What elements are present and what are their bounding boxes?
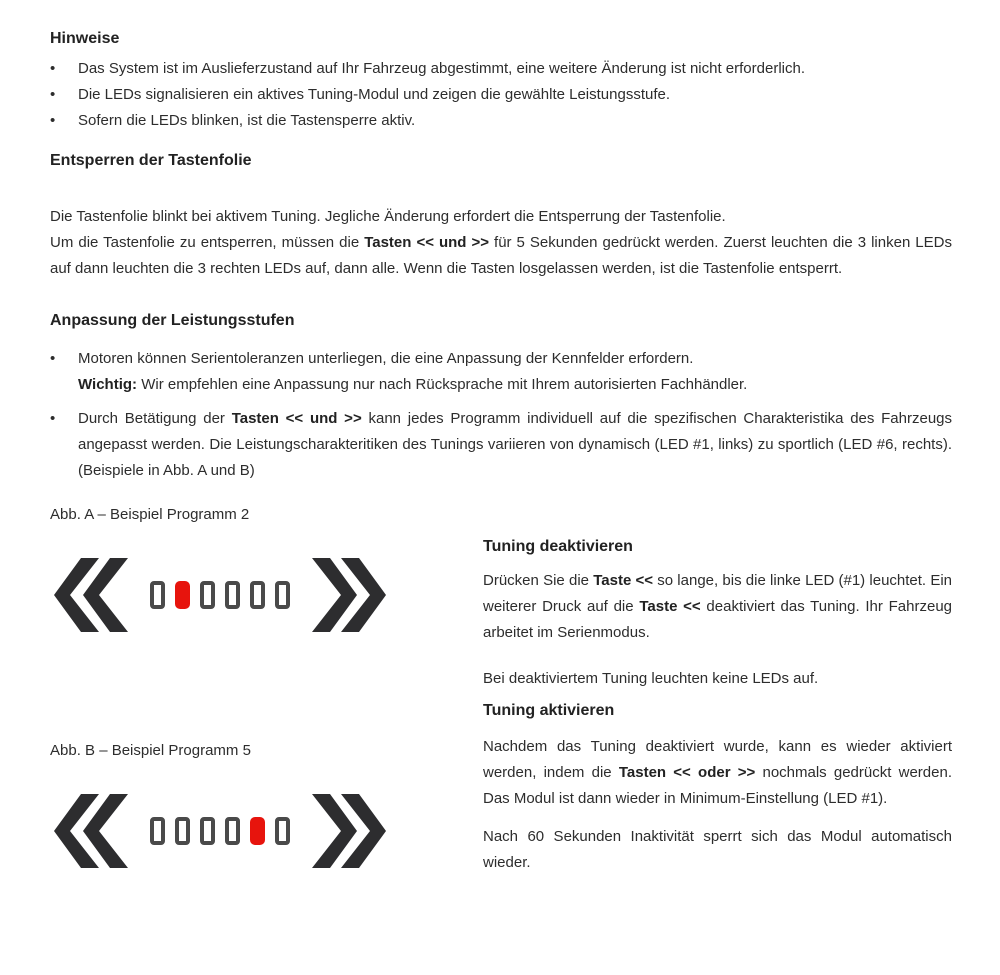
deaktivieren-paragraph-2: Bei deaktiviertem Tuning leuchten keine LEDs auf. <box>483 670 819 687</box>
text-segment: Motoren können Serientoleranzen unterliegen, die eine Anpassung der Kennfelder erfordern. <box>78 350 694 367</box>
led-box <box>200 817 215 845</box>
led-box <box>225 581 240 609</box>
hinweise-bullet-1: Das System ist im Auslieferzustand auf Ihr Fahrzeug abgestimmt, eine weitere Änderung ist nicht erforderlich. <box>78 60 805 77</box>
led-box <box>275 817 290 845</box>
hinweise-bullet-2: Die LEDs signalisieren ein aktives Tuning-Modul und zeigen die gewählte Leistungsstufe. <box>78 86 671 103</box>
bullet-marker: • <box>50 350 56 367</box>
text-segment: Die Tastenfolie blinkt bei aktivem Tuning. Jegliche Änderung erfordert die Entsperrung der Tastenfolie. <box>50 208 726 225</box>
deaktivieren-paragraph-1 <box>483 568 952 646</box>
anpassung-bullet-2 <box>78 406 952 484</box>
list-item <box>50 406 952 484</box>
led-box <box>150 817 165 845</box>
anpassung-heading: Anpassung der Leistungsstufen <box>50 312 295 329</box>
bullet-marker: • <box>50 112 56 129</box>
list-item <box>50 56 952 82</box>
anpassung-bullet-1 <box>78 346 952 398</box>
text-segment: nochmals gedrückt werden. Das Modul ist dann wieder in Minimum-Einstellung (LED #1). <box>483 764 952 807</box>
figures-and-instructions-zone <box>50 492 952 921</box>
hinweise-list <box>50 56 952 134</box>
led-box <box>250 581 265 609</box>
text-segment: so lange, bis die linke LED (#1) leuchtet. Ein weiterer Druck auf die <box>483 572 952 615</box>
hinweise-bullet-3: Sofern die LEDs blinken, ist die Tastensperre aktiv. <box>78 112 416 129</box>
figure-a-label: Abb. A – Beispiel Programm 2 <box>50 506 250 523</box>
double-chevron-left-icon <box>54 558 128 632</box>
entsperren-paragraph <box>50 204 952 282</box>
bold-tasten-label: Tasten << und >> <box>364 234 490 251</box>
bold-tasten-label: Tasten << oder >> <box>618 764 756 781</box>
double-chevron-right-icon <box>312 794 386 868</box>
led-box <box>275 581 290 609</box>
text-segment: Wir empfehlen eine Anpassung nur nach Rücksprache mit Ihrem autorisierten Fachhändler. <box>137 376 748 393</box>
led-box-active <box>250 817 265 845</box>
text-segment: deaktiviert das Tuning. Ihr Fahrzeug arbeitet im Serienmodus. <box>483 598 953 641</box>
aktivieren-paragraph-1 <box>483 734 952 812</box>
text-segment: Um die Tastenfolie zu entsperren, müssen die <box>50 234 365 251</box>
text-segment: für 5 Sekunden gedrückt werden. Zuerst leuchten die 3 linken LEDs auf dann leuchten die 3 rechten LEDs auf, dann alle. Wenn die Tasten losgelassen werden, ist die Tastenfolie entsperrt. <box>50 234 952 277</box>
list-item <box>50 108 952 134</box>
bullet-marker: • <box>50 86 56 103</box>
led-box <box>150 581 165 609</box>
bullet-marker: • <box>50 60 56 77</box>
bullet-marker: • <box>50 410 56 427</box>
aktivieren-heading: Tuning aktivieren <box>483 702 615 719</box>
led-box <box>175 817 190 845</box>
led-box <box>225 817 240 845</box>
figure-b-label: Abb. B – Beispiel Programm 5 <box>50 742 251 759</box>
led-strip <box>150 581 290 609</box>
bold-taste-label: Taste << <box>639 598 701 615</box>
double-chevron-left-icon <box>54 794 128 868</box>
led-box-active <box>175 581 190 609</box>
list-item <box>50 346 952 398</box>
instructions-column <box>483 536 952 876</box>
list-item <box>50 82 952 108</box>
aktivieren-paragraph-2: Nach 60 Sekunden Inaktivität sperrt sich das Modul automatisch wieder. <box>483 828 952 871</box>
entsperren-heading: Entsperren der Tastenfolie <box>50 152 252 169</box>
text-segment: kann jedes Programm individuell auf die spezifischen Charakteristika des Fahrzeugs angepasst werden. Die Leistungscharakteritiken des Tunings variieren von dynamisch (LED #1, links) zu sportlich (LED #6, rechts).(Beispiele in Abb. A und B) <box>78 410 953 479</box>
text-segment: Durch Betätigung der <box>78 410 232 427</box>
figure-b-led-display <box>54 794 386 868</box>
figure-a-led-display <box>54 558 386 632</box>
text-segment: Nachdem das Tuning deaktiviert wurde, kann es wieder aktiviert werden, indem die <box>483 738 952 781</box>
hinweise-heading: Hinweise <box>50 30 120 47</box>
led-box <box>200 581 215 609</box>
led-strip <box>150 817 290 845</box>
double-chevron-right-icon <box>312 558 386 632</box>
bold-tasten-label: Tasten << und >> <box>231 410 362 427</box>
text-segment: Drücken Sie die <box>483 572 594 589</box>
deaktivieren-heading: Tuning deaktivieren <box>483 538 633 555</box>
bold-taste-label: Taste << <box>593 572 654 589</box>
wichtig-label: Wichtig: <box>78 376 138 393</box>
